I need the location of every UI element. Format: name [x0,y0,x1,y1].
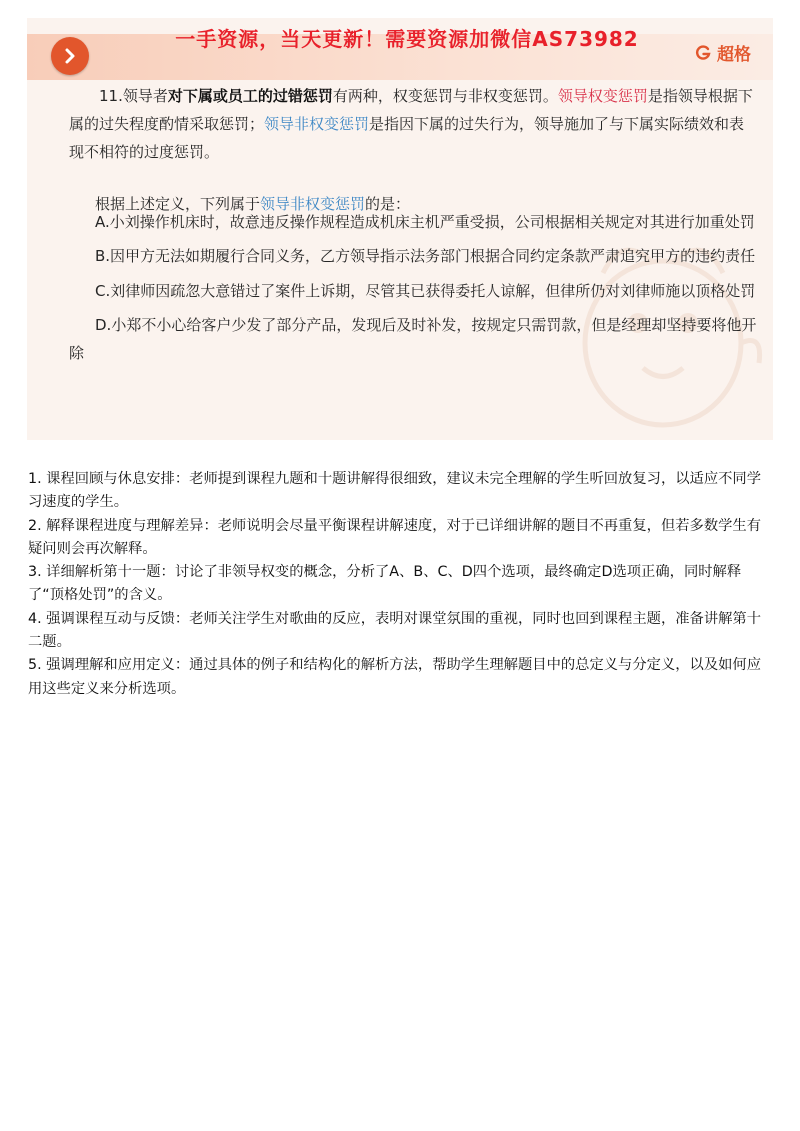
note-item: 3. 详细解析第十一题：讨论了非领导权变的概念，分析了A、B、C、D四个选项，最终确定D选项正确，同时解释了“顶格处罚”的含义。 [28,564,742,604]
brand-name: 超格 [717,45,751,65]
option-c-text: C.刘律师因疏忽大意错过了案件上诉期，尽管其已获得委托人谅解，但律所仍对刘律师施以顶格处罚 [95,282,756,300]
note-item: 4. 强调课程互动与反馈：老师关注学生对歌曲的反应，表明对课堂氛围的重视，同时也回到课程主题，准备讲解第十二题。 [28,610,762,651]
note-item: 1. 课程回顾与休息安排：老师提到课程九题和十题讲解得很细致，建议未完全理解的学生听回放复习，以适应不同学习速度的学生。 [28,471,762,511]
stem-prefix: 根据上述定义，下列属于 [95,195,261,213]
option-c[interactable] [69,277,769,305]
option-a[interactable] [69,208,769,236]
question-definition [69,82,759,166]
term-contingent-punishment: 领导权变惩罚 [557,87,648,105]
option-b[interactable] [69,242,769,270]
lecture-notes [28,468,774,701]
option-a-text: A.小刘操作机床时，故意违反操作规程造成机床主机严重受损，公司根据相关规定对其进行加重处罚 [95,213,755,231]
option-b-text: B.因甲方无法如期履行合同义务，乙方领导指示法务部门根据合同约定条款严肃追究甲方的违约责任 [95,247,756,265]
stem-term: 领导非权变惩罚 [260,195,366,213]
brand-logo [695,40,751,65]
stem-suffix: 的是： [365,195,411,213]
slide-panel [27,18,773,440]
next-slide-button[interactable] [51,37,89,75]
question-tail: 是指因下属的过失行为，领导施加了与下属实际绩效和表现不相符的过度惩罚。 [69,115,745,161]
watermark-text: 一手资源，当天更新！需要资源加微信AS73982 [175,27,639,51]
option-d[interactable] [69,311,769,367]
question-bold: 对下属或员工的过错惩罚 [167,87,333,105]
note-item: 5. 强调理解和应用定义：通过具体的例子和结构化的解析方法，帮助学生理解题目中的总定义与分定义，以及如何应用这些定义来分析选项。 [28,657,762,697]
question-mid2: 是指领导根据下属的过失程度酌情采取惩罚； [69,87,753,133]
option-d-text: D.小郑不小心给客户少发了部分产品，发现后及时补发，按规定只需罚款，但是经理却坚持要将他开除 [69,316,757,362]
brand-g-icon [695,45,711,61]
chevron-right-icon [61,47,79,65]
question-prefix: 11.领导者 [99,87,168,105]
note-item: 2. 解释课程进度与理解差异：老师说明会尽量平衡课程讲解速度，对于已详细讲解的题目不再重复，但若多数学生有疑问则会再次解释。 [28,517,762,557]
question-mid1: 有两种，权变惩罚与非权变惩罚。 [332,87,558,105]
term-noncontingent-punishment: 领导非权变惩罚 [264,115,370,133]
